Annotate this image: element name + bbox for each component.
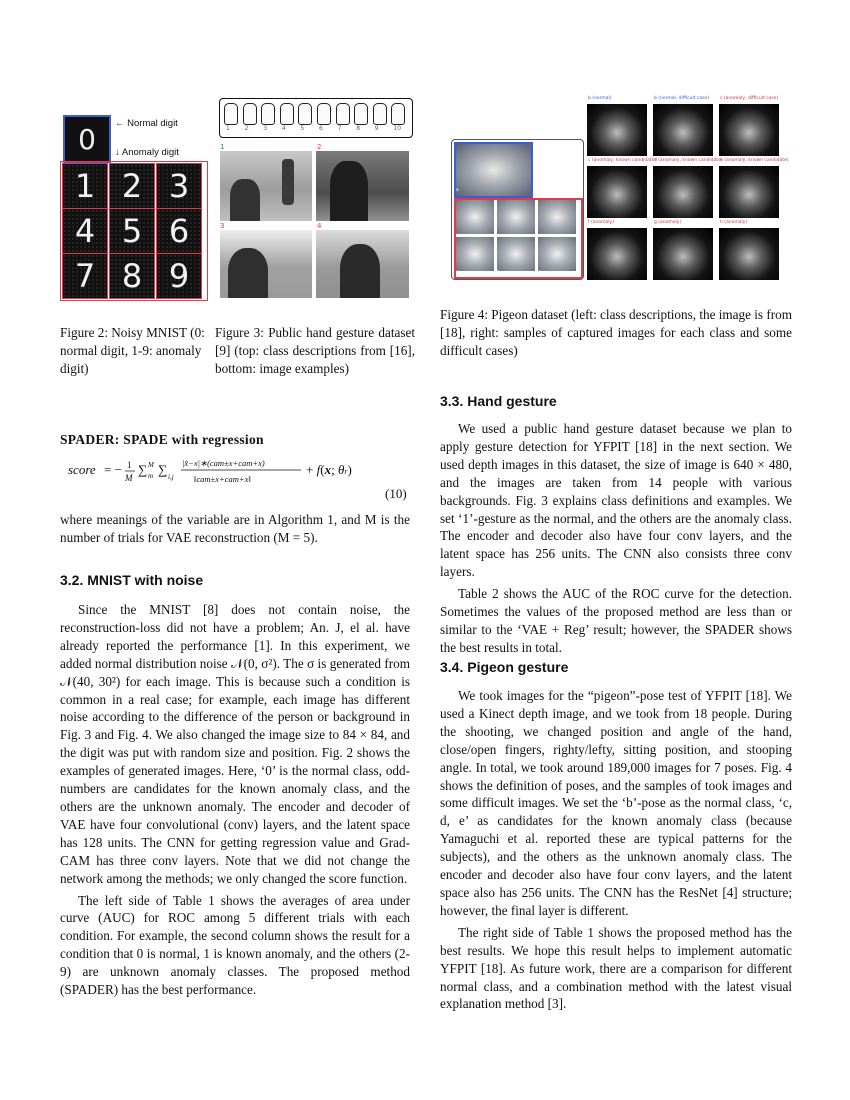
gesture-class-number: 6 — [319, 125, 323, 132]
sample-class-label: h (anomaly) — [720, 220, 748, 225]
depth-sample-image — [587, 166, 647, 218]
svg-text:= −: = − — [104, 462, 122, 477]
pigeon-pose-illustration — [456, 237, 494, 271]
hand-gesture-icon — [224, 103, 238, 125]
panel-label: 1 — [220, 143, 225, 151]
section-3-4-body — [440, 687, 792, 1013]
svg-text:M: M — [148, 461, 154, 469]
depth-sample-image — [587, 228, 647, 280]
pigeon-pose-illustration — [538, 200, 576, 234]
depth-sample-image — [653, 228, 713, 280]
hand-gesture-icon — [243, 103, 257, 125]
panel-label: 2 — [317, 143, 322, 151]
depth-sample-image — [653, 166, 713, 218]
hand-gesture-icon — [280, 103, 294, 125]
depth-sample-image — [719, 228, 779, 280]
pose-letter-label: f — [497, 270, 499, 275]
depth-image-example — [220, 230, 312, 298]
gesture-class-number: 4 — [281, 125, 286, 132]
normal-digit-tile: 0 — [63, 115, 111, 163]
normal-digit-label: ← Normal digit — [115, 118, 178, 129]
sample-class-label: c (anomaly, difficult case) — [720, 96, 779, 101]
paragraph: Since the MNIST [8] does not contain noise, the reconstruction-loss did not have a problem; An. J, el al. have already reported the performance [1]. In this experiment, we added normal distribution noise 𝒩(0, σ²). The σ is generated from 𝒩(40, 30²) for each image. This is because such a condition is common in a real case; for example, each image has different noise according to the difference of the person or background in Fig. 3 and Fig. 4. We also changed the image size to 84 × 84, and the digit was put with random size and position. Fig. 2 shows the examples of generated images. Here, ‘0’ is the normal class, odd-numbers are candidates for the known anomaly class, and the others are the unknown anomaly. The encoder and decoder of VAE have four convolutional (conv) layers, and the latent space has 128 units. The CNN for getting regression value and Grad-CAM has three conv layers. Note that we did not change the network among the methods; we only changed the score function. — [60, 602, 410, 886]
anomaly-digit-tile: 2 — [109, 163, 155, 209]
svg-text:1: 1 — [127, 460, 132, 470]
gesture-class-number: 8 — [356, 125, 361, 132]
gesture-class-number: 1 — [226, 125, 230, 132]
anomaly-digit-tile: 9 — [156, 253, 202, 299]
normal-class-image — [454, 142, 533, 198]
panel-label: 3 — [220, 222, 225, 230]
paragraph: We used a public hand gesture dataset because we plan to apply gesture detection for YFPIT [18] in the next section. We used depth images in this dataset, the size of image is 640 × 480, and the images are taken from 14 people with various backgrounds. Fig. 3 explains class definitions and examples. We set ‘1’-gesture as the normal, and the others are the anomaly class. The encoder and decoder also have four conv layers, and the latent space has 256 units. The CNN also consists three conv layers. — [440, 421, 792, 580]
depth-sample-image — [587, 104, 647, 156]
gesture-class-number: 3 — [263, 125, 268, 132]
paragraph: Table 2 shows the AUC of the ROC curve for the detection. Sometimes the values of the proposed method are less than or similar to the ‘VAE + Reg’ result; however, the SPADER shows the best results in total. — [440, 586, 792, 655]
hand-gesture-icon — [354, 103, 368, 125]
svg-text:M: M — [125, 473, 133, 483]
anomaly-digit-label: ↓ Anomaly digit — [115, 147, 179, 158]
hand-gesture-icon — [317, 103, 331, 125]
section-3-2-title: 3.2. MNIST with noise — [60, 572, 204, 588]
spader-equation — [68, 452, 408, 492]
anomaly-digit-tile: 4 — [62, 208, 108, 254]
anomaly-digit-tile: 8 — [109, 253, 155, 299]
gesture-class-number: 7 — [337, 125, 342, 132]
score-equation-svg — [68, 452, 408, 492]
hand-gesture-icon — [391, 103, 405, 125]
svg-text:‖cam±x+cam+x‖: ‖cam±x+cam+x‖ — [194, 474, 251, 484]
sample-class-label: g (anomaly) — [654, 220, 682, 225]
depth-image-example — [316, 151, 409, 221]
anomaly-digit-tile: 3 — [156, 163, 202, 209]
section-3-2-body — [60, 601, 410, 999]
equation-number: (10) — [385, 486, 407, 501]
svg-text:m: m — [148, 472, 154, 480]
section-3-3-title: 3.3. Hand gesture — [440, 393, 557, 409]
svg-text:∑: ∑ — [138, 462, 148, 477]
gesture-class-number: 2 — [244, 125, 249, 132]
depth-sample-image — [719, 166, 779, 218]
pose-letter-label: e — [456, 270, 459, 275]
svg-text:score: score — [68, 462, 96, 477]
hand-gesture-icon — [298, 103, 312, 125]
svg-text:∑: ∑ — [158, 462, 168, 477]
pigeon-pose-illustration — [497, 237, 535, 271]
figure-4-caption: Figure 4: Pigeon dataset (left: class descriptions, the image is from [18], right: samples of captured images for each class and some difficult cases) — [440, 307, 792, 358]
depth-sample-image — [719, 104, 779, 156]
svg-text:i,j: i,j — [168, 473, 174, 481]
sample-class-label: f (anomaly) — [588, 220, 614, 225]
hand-gesture-icon — [373, 103, 387, 125]
pose-letter-label: b — [456, 234, 459, 239]
depth-sample-image — [653, 104, 713, 156]
pose-letter-label: a — [456, 188, 459, 193]
sample-class-label: e (anomaly, known candidate) — [720, 158, 789, 163]
pose-letter-label: g — [538, 270, 541, 275]
anomaly-digit-tile: 5 — [109, 208, 155, 254]
pose-letter-label: d — [538, 234, 541, 239]
section-3-4-title: 3.4. Pigeon gesture — [440, 659, 569, 675]
spader-heading: SPADER: SPADE with regression — [60, 432, 264, 447]
figure-3-caption: Figure 3: Public hand gesture dataset [9] (top: class descriptions from [16], bottom: image examples) — [215, 325, 415, 376]
svg-text:|x̂−x|∗(cam±x+cam+x): |x̂−x|∗(cam±x+cam+x) — [182, 458, 265, 468]
sample-class-label: c (anomaly, known candidate) — [588, 158, 657, 163]
hand-gesture-icon — [336, 103, 350, 125]
anomaly-digit-tile: 7 — [62, 253, 108, 299]
sample-class-label: d (anomaly, known candidate) — [654, 158, 723, 163]
svg-text:+ f(x; θr): + f(x; θr) — [306, 462, 352, 477]
section-3-3-body — [440, 420, 792, 657]
paragraph: The right side of Table 1 shows the proposed method has the best results. We hope this result helps to implement automatic YFPIT [18]. As future work, there are a comparison for different normal class, and a combination method with the latest visual explanation method [3]. — [440, 924, 792, 1012]
panel-label: 4 — [317, 222, 322, 230]
pigeon-pose-illustration — [456, 200, 494, 234]
pigeon-pose-illustration — [497, 200, 535, 234]
sample-class-label: b (normal, difficult case) — [654, 96, 709, 101]
gesture-class-number: 9 — [374, 125, 379, 132]
gesture-class-number: 10 — [393, 125, 402, 132]
paragraph: We took images for the “pigeon”-pose test of YFPIT [18]. We used a Kinect depth image, and we took from 18 people. During the shooting, we changed position and angle of the hand, close/open fingers, righty/lefty, sitting position, and stooping angle. In total, we took around 189,000 images for 7 poses. Fig. 4 shows the definition of poses, and the samples of took images and some difficult images. We set the ‘b’-pose as the normal class, ‘c, d, e’ as candidates for the known anomaly class (because Yamaguchi et al. reported these are typical patterns for the subjects), and the others as the unknown anomaly class. The encoder and decoder also have four conv layers, and the latent space also has 256 units. The CNN has the ResNet [4] structure; however, the final layer is different. — [440, 688, 792, 918]
hand-gesture-icon — [261, 103, 275, 125]
spader-after-text: where meanings of the variable are in Algorithm 1, and M is the number of trials for VAE reconstruction (M = 5). — [60, 512, 410, 545]
anomaly-digit-tile: 6 — [156, 208, 202, 254]
figure-2-caption: Figure 2: Noisy MNIST (0: normal digit, 1-9: anomaly digit) — [60, 325, 205, 376]
paragraph: The left side of Table 1 shows the averages of area under curve (AUC) for ROC among 5 different trials with each condition. For example, the second column shows the result for a condition that 0 is normal, 1 is known anomaly, and the others (2-9) are unknown anomaly classes. The proposed method (SPADER) has the best performance. — [60, 892, 410, 998]
pigeon-pose-illustration — [538, 237, 576, 271]
sample-class-label: b (normal) — [588, 96, 612, 101]
gesture-class-number: 5 — [300, 125, 305, 132]
depth-image-example — [316, 230, 409, 298]
depth-image-example — [220, 151, 312, 221]
anomaly-digit-tile: 1 — [62, 163, 108, 209]
pose-letter-label: c — [497, 234, 500, 239]
